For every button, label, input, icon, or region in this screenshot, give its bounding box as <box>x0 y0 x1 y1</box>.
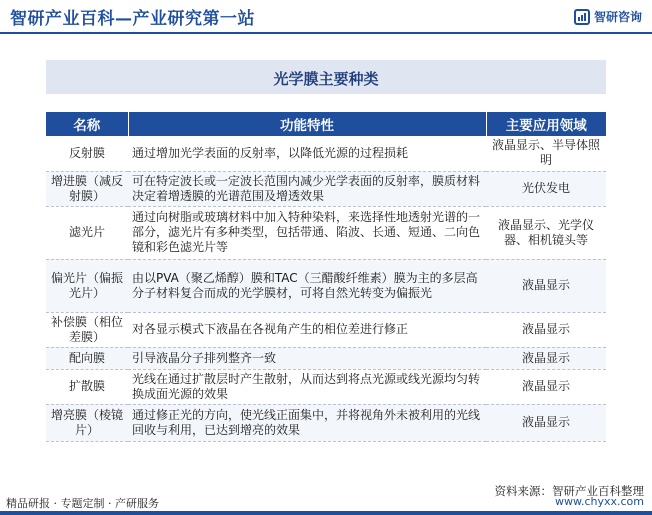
cell-feature: 通过向树脂或玻璃材料中加入特种染料，来选择性地透射光谱的一部分，滤光片有多种类型，包括带通、陷波、长通、短通、二向色镜和彩色滤光片等 <box>128 206 486 259</box>
footer-services: 精品研报 · 专题定制 · 产研服务 <box>6 497 159 510</box>
cell-application: 液晶显示 <box>486 347 606 369</box>
table-row <box>46 136 606 171</box>
cell-feature: 由以PVA（聚乙烯醇）膜和TAC（三醋酸纤维素）膜为主的多层高分子材料复合而成的光学膜材，可将自然光转变为偏振光 <box>128 259 486 312</box>
cell-name: 补偿膜（相位差膜） <box>46 312 128 347</box>
header <box>0 0 652 34</box>
table-row <box>46 369 606 404</box>
cell-application: 液晶显示 <box>486 369 606 404</box>
cell-application: 液晶显示、半导体照明 <box>486 136 606 171</box>
table-row <box>46 206 606 259</box>
cell-feature: 对各显示模式下液晶在各视角产生的相位差进行修正 <box>128 312 486 347</box>
cell-feature: 光线在通过扩散层时产生散射，从而达到将点光源或线光源均匀转换成面光源的效果 <box>128 369 486 404</box>
footer-url[interactable]: www.chyxx.com <box>554 495 644 508</box>
table-title-band <box>46 60 606 94</box>
cell-name: 配向膜 <box>46 347 128 369</box>
cell-application: 液晶显示 <box>486 404 606 441</box>
logo-text: 智研咨询 <box>593 10 642 24</box>
brand-logo[interactable] <box>574 8 642 25</box>
zhiyan-logo-icon <box>574 9 590 25</box>
cell-feature: 通过增加光学表面的反射率，以降低光源的过程损耗 <box>128 136 486 171</box>
cell-feature: 可在特定波长或一定波长范围内减少光学表面的反射率，膜质材料决定着增透膜的光谱范围及增透效果 <box>128 171 486 206</box>
table-row <box>46 347 606 369</box>
cell-name: 增亮膜（棱镜片） <box>46 404 128 441</box>
source-note: 资料来源：智研产业百科整理 <box>494 484 644 498</box>
cell-name: 偏光片（偏振光片） <box>46 259 128 312</box>
table-row <box>46 259 606 312</box>
cell-feature: 通过修正光的方向，使光线正面集中，并将视角外未被利用的光线回收与利用，已达到增亮的效果 <box>128 404 486 441</box>
cell-name: 扩散膜 <box>46 369 128 404</box>
footer-bar <box>0 511 652 515</box>
cell-application: 液晶显示 <box>486 259 606 312</box>
cell-application: 光伏发电 <box>486 171 606 206</box>
cell-name: 反射膜 <box>46 136 128 171</box>
header-divider <box>0 32 652 34</box>
header-title: 智研产业百科—产业研究第一站 <box>10 9 255 29</box>
column-header-feature: 功能特性 <box>128 112 486 136</box>
footer <box>0 488 652 515</box>
cell-feature: 引导液晶分子排列整齐一致 <box>128 347 486 369</box>
cell-application: 液晶显示 <box>486 312 606 347</box>
table-row <box>46 404 606 441</box>
cell-application: 液晶显示、光学仪器、相机镜头等 <box>486 206 606 259</box>
table-header-row <box>46 112 606 136</box>
table-title: 光学膜主要种类 <box>273 70 379 88</box>
table-row <box>46 171 606 206</box>
cell-name: 增进膜（减反射膜） <box>46 171 128 206</box>
cell-name: 滤光片 <box>46 206 128 259</box>
optical-film-table <box>46 112 606 442</box>
column-header-application: 主要应用领域 <box>486 112 606 136</box>
column-header-name: 名称 <box>46 112 128 136</box>
table-row <box>46 312 606 347</box>
